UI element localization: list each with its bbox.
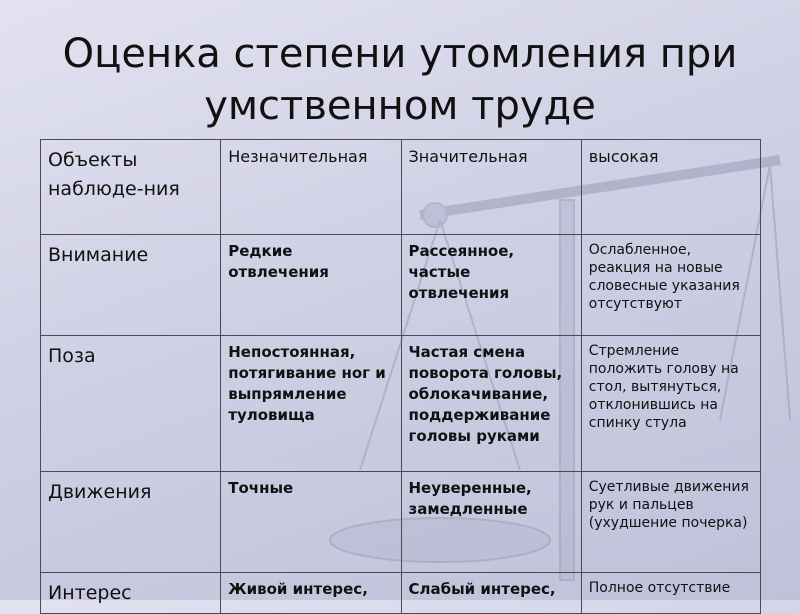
cell-object: Интерес bbox=[41, 573, 221, 614]
cell-object: Внимание bbox=[41, 235, 221, 336]
cell-low: Непостоянная, потягивание ног и выпрямление туловища bbox=[221, 336, 401, 472]
header-significant: Значительная bbox=[401, 140, 581, 235]
cell-low: Редкие отвлечения bbox=[221, 235, 401, 336]
header-high: высокая bbox=[581, 140, 760, 235]
page-title bbox=[0, 28, 800, 132]
fatigue-table bbox=[40, 139, 761, 614]
table-header-row bbox=[41, 140, 761, 235]
cell-high: Полное отсутствие bbox=[581, 573, 760, 614]
cell-significant: Рассеянное, частые отвлечения bbox=[401, 235, 581, 336]
cell-low: Живой интерес, bbox=[221, 573, 401, 614]
cell-significant: Частая смена поворота головы, облокачивание, поддерживание головы руками bbox=[401, 336, 581, 472]
cell-high: Суетливые движения рук и пальцев (ухудшение почерка) bbox=[581, 472, 760, 573]
cell-significant: Слабый интерес, bbox=[401, 573, 581, 614]
header-object: Объекты наблюде-ния bbox=[41, 140, 221, 235]
title-line-1: Оценка степени утомления при bbox=[62, 31, 738, 77]
table-row bbox=[41, 235, 761, 336]
cell-low: Точные bbox=[221, 472, 401, 573]
cell-object: Движения bbox=[41, 472, 221, 573]
cell-high: Ослабленное, реакция на новые словесные указания отсутствуют bbox=[581, 235, 760, 336]
table-row bbox=[41, 336, 761, 472]
cell-high: Стремление положить голову на стол, вытянуться, отклонившись на спинку стула bbox=[581, 336, 760, 472]
table-row bbox=[41, 472, 761, 573]
cell-significant: Неуверенные, замедленные bbox=[401, 472, 581, 573]
header-low: Незначительная bbox=[221, 140, 401, 235]
title-line-2: умственном труде bbox=[204, 83, 596, 129]
cell-object: Поза bbox=[41, 336, 221, 472]
table-row bbox=[41, 573, 761, 614]
